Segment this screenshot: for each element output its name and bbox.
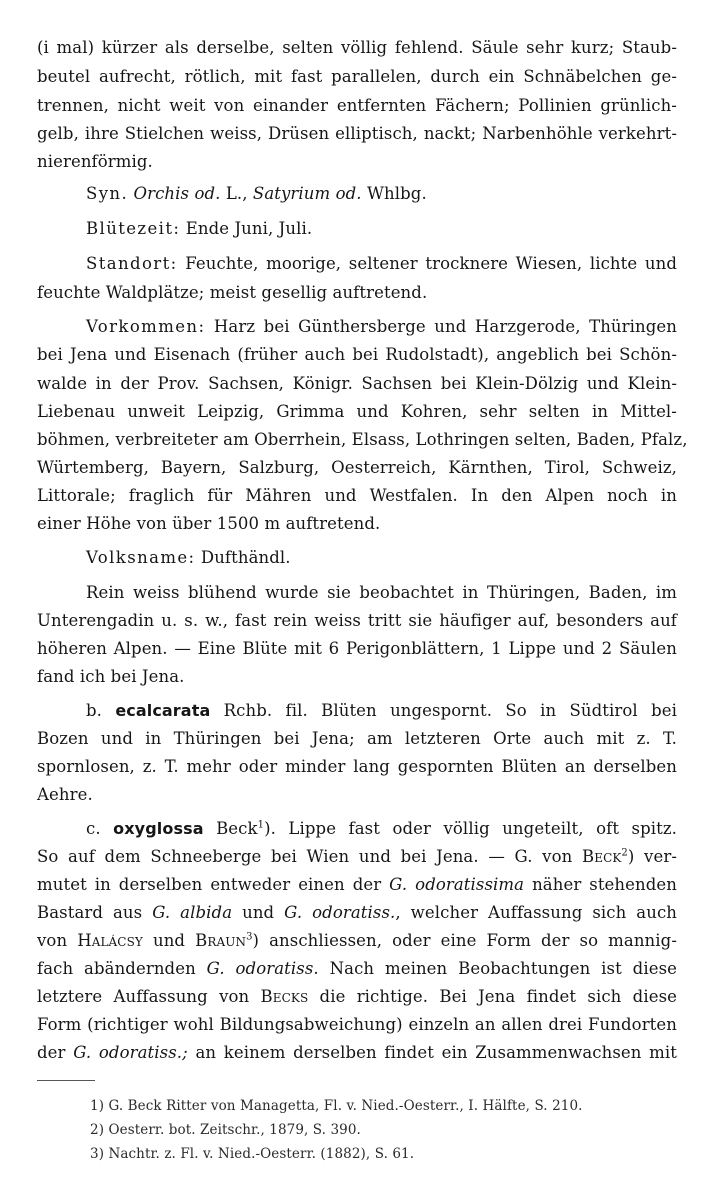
body-line: Form (richtiger wohl Bildungsabweichung) einzeln an allen drei Fundorten xyxy=(37,1015,677,1034)
body-line: walde in der Prov. Sachsen, Königr. Sachsen bei Klein-Dölzig und Klein- xyxy=(37,374,677,393)
body-line: nierenförmig. xyxy=(37,152,153,171)
text-run: die richtige. Bei Jena findet sich diese xyxy=(308,987,678,1006)
variety-c-letter: c. xyxy=(86,819,114,838)
body-line xyxy=(37,901,677,924)
text-run: ) anschliessen, oder eine Form der so mannig- xyxy=(252,931,678,950)
author-braun: Braun xyxy=(195,931,247,950)
text-run: Bastard aus xyxy=(37,903,153,922)
footnote-ref-3[interactable]: 3 xyxy=(246,931,253,943)
variety-c-name: oxyglossa xyxy=(113,819,204,838)
text-run: letztere Auffassung von xyxy=(37,987,261,1006)
body-line xyxy=(37,957,677,980)
body-line xyxy=(37,985,677,1008)
body-line: gelb, ihre Stielchen weiss, Drüsen elliptisch, nackt; Narbenhöhle verkehrt- xyxy=(37,124,677,143)
synonym-author: L., xyxy=(220,184,248,203)
synonym-label: Syn. xyxy=(86,184,129,203)
taxon-name: G. odoratiss. xyxy=(284,903,396,922)
habitat-line xyxy=(86,252,677,275)
flowering-time-line xyxy=(86,217,312,240)
variety-c-line xyxy=(86,817,677,840)
taxon-name: G. odoratiss.; xyxy=(73,1043,188,1062)
occurrence-text: Harz bei Günthersberge und Harzgerode, Thüringen xyxy=(205,317,677,336)
author-beck: Beck xyxy=(581,847,622,866)
footnote-1: 1) G. Beck Ritter von Managetta, Fl. v. Nied.-Oesterr., I. Hälfte, S. 210. xyxy=(90,1098,583,1114)
text-run: So auf dem Schneeberge bei Wien und bei Jena. — G. von xyxy=(37,847,582,866)
common-name-text: Dufthändl. xyxy=(195,548,291,567)
footnote-ref-1[interactable]: 1 xyxy=(257,819,265,831)
footnote-ref-2[interactable]: 2 xyxy=(621,847,628,859)
body-line xyxy=(37,1041,677,1064)
body-line: spornlosen, z. T. mehr oder minder lang gespornten Blüten an derselben xyxy=(37,757,677,776)
body-line: beutel aufrecht, rötlich, mit fast parallelen, durch ein Schnäbelchen ge- xyxy=(37,67,677,86)
text-run: und xyxy=(142,931,196,950)
author-halacsy: Halácsy xyxy=(77,931,143,950)
taxon-name: G. albida xyxy=(152,903,233,922)
variety-b-name: ecalcarata xyxy=(115,701,211,720)
body-line: (i mal) kürzer als derselbe, selten völlig fehlend. Säule sehr kurz; Staub- xyxy=(37,38,677,57)
text-run: , welcher Auffassung sich auch xyxy=(395,903,678,922)
occurrence-label: Vorkommen: xyxy=(86,317,206,336)
taxon-name: G. odoratiss. xyxy=(206,959,319,978)
body-line: böhmen, verbreiteter am Oberrhein, Elsass, Lothringen selten, Baden, Pfalz, xyxy=(37,430,688,449)
text-run: der xyxy=(37,1043,74,1062)
variety-c-text: ). Lippe fast oder völlig ungeteilt, oft spitz. xyxy=(264,819,678,838)
body-line: Littorale; fraglich für Mähren und Westfalen. In den Alpen noch in xyxy=(37,486,677,505)
body-line: feuchte Waldplätze; meist gesellig auftretend. xyxy=(37,283,428,302)
body-line: einer Höhe von über 1500 m auftretend. xyxy=(37,514,381,533)
body-line: Bozen und in Thüringen bei Jena; am letzteren Orte auch mit z. T. xyxy=(37,729,677,748)
body-line: bei Jena und Eisenach (früher auch bei Rudolstadt), angeblich bei Schön- xyxy=(37,345,677,364)
variety-b-letter: b. xyxy=(86,701,116,720)
flowering-time-text: Ende Juni, Juli. xyxy=(180,219,313,238)
occurrence-line xyxy=(86,315,677,338)
body-line: Unterengadin u. s. w., fast rein weiss tritt sie häufiger auf, besonders auf xyxy=(37,611,677,630)
taxon-name: G. odoratissima xyxy=(389,875,525,894)
text-run: näher stehenden xyxy=(524,875,677,894)
text-run: an keinem derselben findet ein Zusammenwachsen mit xyxy=(187,1043,677,1062)
body-line: fand ich bei Jena. xyxy=(37,667,185,686)
habitat-text: Feuchte, moorige, seltener trocknere Wiesen, lichte und xyxy=(177,254,677,273)
body-line: Würtemberg, Bayern, Salzburg, Oesterreich, Kärnthen, Tirol, Schweiz, xyxy=(37,458,677,477)
synonym-satyrium: Satyrium od. xyxy=(247,184,362,203)
body-line: Rein weiss blühend wurde sie beobachtet in Thüringen, Baden, im xyxy=(86,583,677,602)
habitat-label: Standort: xyxy=(86,254,178,273)
body-line xyxy=(37,929,677,952)
variety-b-text: Rchb. fil. Blüten ungespornt. So in Südtirol bei xyxy=(210,701,678,720)
text-run: von xyxy=(37,931,78,950)
body-line xyxy=(37,845,677,868)
body-line: Aehre. xyxy=(37,785,93,804)
body-line: trennen, nicht weit von einander entfernten Fächern; Pollinien grünlich- xyxy=(37,96,677,115)
body-line: höheren Alpen. — Eine Blüte mit 6 Perigonblättern, 1 Lippe und 2 Säulen xyxy=(37,639,677,658)
text-run: mutet in derselben entweder einen der xyxy=(37,875,390,894)
footnote-3: 3) Nachtr. z. Fl. v. Nied.-Oesterr. (1882), S. 61. xyxy=(90,1146,415,1162)
footnote-divider xyxy=(37,1080,95,1081)
synonym-author-whlbg: Whlbg. xyxy=(361,184,427,203)
synonym-line xyxy=(86,182,427,205)
variety-b-line xyxy=(86,699,677,722)
text-run: und xyxy=(232,903,285,922)
text-run: Nach meinen Beobachtungen ist diese xyxy=(318,959,678,978)
text-run: ) ver- xyxy=(627,847,677,866)
author-becks: Becks xyxy=(260,987,309,1006)
common-name-line xyxy=(86,546,291,569)
footnote-2: 2) Oesterr. bot. Zeitschr., 1879, S. 390. xyxy=(90,1122,361,1138)
body-line: Liebenau unweit Leipzig, Grimma und Kohren, sehr selten in Mittel- xyxy=(37,402,677,421)
synonym-orchis: Orchis od. xyxy=(133,184,221,203)
flowering-time-label: Blütezeit: xyxy=(86,219,181,238)
text-run: fach abändernden xyxy=(37,959,207,978)
variety-c-author: Beck xyxy=(203,819,258,838)
body-line xyxy=(37,873,677,896)
common-name-label: Volksname: xyxy=(86,548,196,567)
